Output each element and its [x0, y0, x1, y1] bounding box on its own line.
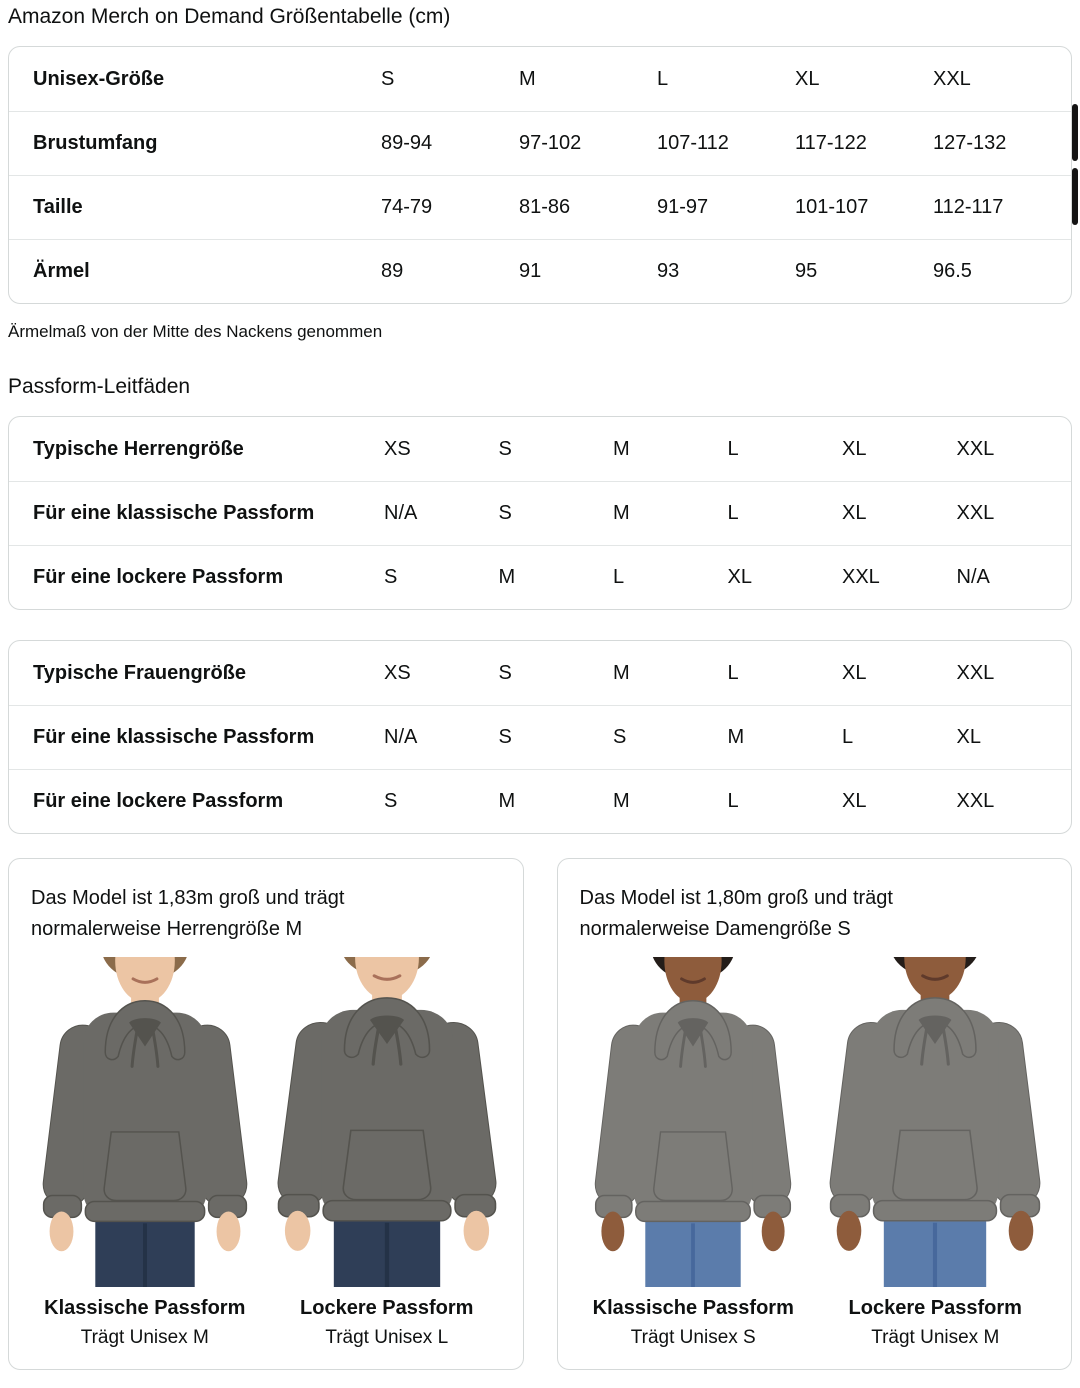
- size-column-header: XL: [795, 67, 820, 90]
- model-figure-loose: [819, 957, 1051, 1349]
- size-value: S: [498, 502, 512, 524]
- male-model-classic-photo: [29, 957, 261, 1287]
- model-figure-loose: [271, 957, 503, 1349]
- sleeve-measure-note: Ärmelmaß von der Mitte des Nackens genommen: [8, 322, 383, 341]
- table-header-row: [9, 47, 1071, 111]
- size-label: Trägt Unisex M: [80, 1327, 209, 1348]
- size-value: L: [727, 502, 739, 524]
- size-column-header: XXL: [933, 67, 971, 90]
- size-value: N/A: [956, 566, 990, 588]
- size-value: L: [842, 726, 854, 748]
- table-row: [9, 417, 1071, 481]
- size-value: XL: [956, 726, 981, 748]
- size-value: XS: [384, 437, 411, 460]
- male-model-loose-photo: [271, 957, 503, 1287]
- row-label: Für eine lockere Passform: [33, 790, 284, 812]
- size-value: S: [498, 437, 512, 460]
- fit-label: Klassische Passform: [592, 1297, 794, 1319]
- size-value: M: [498, 566, 516, 588]
- size-value: L: [727, 661, 739, 684]
- table-row-chest: [9, 111, 1071, 175]
- measurement-value: 107-112: [657, 132, 729, 154]
- size-value: M: [727, 726, 745, 748]
- measurement-value: 93: [657, 260, 680, 282]
- model-figures: [574, 957, 1056, 1349]
- fit-label: Klassische Passform: [44, 1297, 246, 1319]
- measurement-value: 74-79: [381, 196, 433, 218]
- size-value: M: [498, 790, 516, 812]
- table-row-sleeve: [9, 239, 1071, 303]
- size-column-header: S: [381, 67, 395, 90]
- measurement-value: 91: [519, 260, 542, 282]
- size-value: M: [613, 790, 630, 812]
- size-value: XL: [842, 790, 867, 812]
- size-label: Trägt Unisex L: [325, 1327, 449, 1348]
- mens-model-card: [8, 858, 524, 1370]
- row-label: Für eine lockere Passform: [33, 566, 284, 588]
- model-description: Das Model ist 1,83m groß und trägt normalerweise Herrengröße M: [31, 887, 345, 940]
- measurement-value: 97-102: [519, 132, 582, 154]
- row-label: Ärmel: [33, 260, 90, 282]
- page-title: Amazon Merch on Demand Größentabelle (cm): [8, 5, 451, 28]
- size-value: XL: [727, 566, 752, 588]
- row-label: Für eine klassische Passform: [33, 502, 315, 524]
- mens-fit-table: [8, 416, 1072, 610]
- measurement-value: 96.5: [933, 260, 972, 282]
- unisex-size-table: [8, 46, 1072, 304]
- measurement-value: 81-86: [519, 196, 571, 218]
- row-label: Typische Frauengröße: [33, 661, 247, 684]
- table-row: [9, 641, 1071, 705]
- measurement-value: 127-132: [933, 132, 1007, 154]
- measurement-value: 91-97: [657, 196, 709, 218]
- scrollbar-thumb[interactable]: [1072, 104, 1078, 161]
- size-value: M: [613, 502, 630, 524]
- measurement-value: 112-117: [933, 196, 1004, 218]
- womens-fit-table: [8, 640, 1072, 834]
- table-row: [9, 769, 1071, 833]
- size-value: XL: [842, 661, 867, 684]
- figure-caption: [849, 1287, 1022, 1349]
- size-value: XL: [842, 502, 867, 524]
- size-value: L: [727, 790, 739, 812]
- size-label: Trägt Unisex S: [630, 1327, 756, 1348]
- model-figure-classic: [577, 957, 809, 1349]
- measurement-value: 117-122: [795, 132, 867, 154]
- size-value: XS: [384, 661, 411, 684]
- womens-model-card: [557, 858, 1073, 1370]
- row-label: Taille: [33, 196, 83, 218]
- measurement-value: 101-107: [795, 196, 869, 218]
- size-value: XXL: [842, 566, 880, 588]
- fit-label: Lockere Passform: [300, 1297, 474, 1319]
- size-value: S: [384, 566, 398, 588]
- size-value: XL: [842, 437, 867, 460]
- table-row-waist: [9, 175, 1071, 239]
- size-value: XXL: [956, 790, 995, 812]
- size-value: S: [613, 726, 627, 748]
- row-label: Typische Herrengröße: [33, 437, 244, 460]
- table-row: [9, 481, 1071, 545]
- scrollbar-thumb[interactable]: [1072, 168, 1078, 225]
- size-label: Trägt Unisex M: [871, 1327, 1000, 1348]
- figure-caption: [44, 1287, 245, 1349]
- size-value: XXL: [956, 502, 995, 524]
- model-figure-classic: [29, 957, 261, 1349]
- table-row: [9, 705, 1071, 769]
- figure-caption: [300, 1287, 473, 1349]
- figure-caption: [593, 1287, 794, 1349]
- fit-label: Lockere Passform: [848, 1297, 1022, 1319]
- measurement-value: 89: [381, 260, 404, 282]
- fit-guides-heading: Passform-Leitfäden: [8, 375, 191, 398]
- size-value: L: [613, 566, 625, 588]
- size-column-header: M: [519, 67, 536, 90]
- model-cards: [8, 858, 1072, 1370]
- table-row: [9, 545, 1071, 609]
- size-value: M: [613, 661, 630, 684]
- size-value: L: [727, 437, 739, 460]
- measurement-value: 95: [795, 260, 818, 282]
- size-value: S: [498, 661, 512, 684]
- female-model-classic-photo: [577, 957, 809, 1287]
- model-figures: [25, 957, 507, 1349]
- row-label: Für eine klassische Passform: [33, 726, 315, 748]
- size-value: S: [498, 726, 512, 748]
- row-label: Brustumfang: [33, 132, 158, 154]
- row-label: Unisex-Größe: [33, 67, 165, 90]
- model-description: Das Model ist 1,80m groß und trägt normalerweise Damengröße S: [579, 887, 893, 940]
- measurement-value: 89-94: [381, 132, 433, 154]
- size-column-header: L: [657, 67, 669, 90]
- size-value: XXL: [956, 661, 995, 684]
- size-value: N/A: [384, 726, 418, 748]
- size-value: XXL: [956, 437, 995, 460]
- size-value: S: [384, 790, 398, 812]
- female-model-loose-photo: [819, 957, 1051, 1287]
- size-value: M: [613, 437, 630, 460]
- size-value: N/A: [384, 502, 418, 524]
